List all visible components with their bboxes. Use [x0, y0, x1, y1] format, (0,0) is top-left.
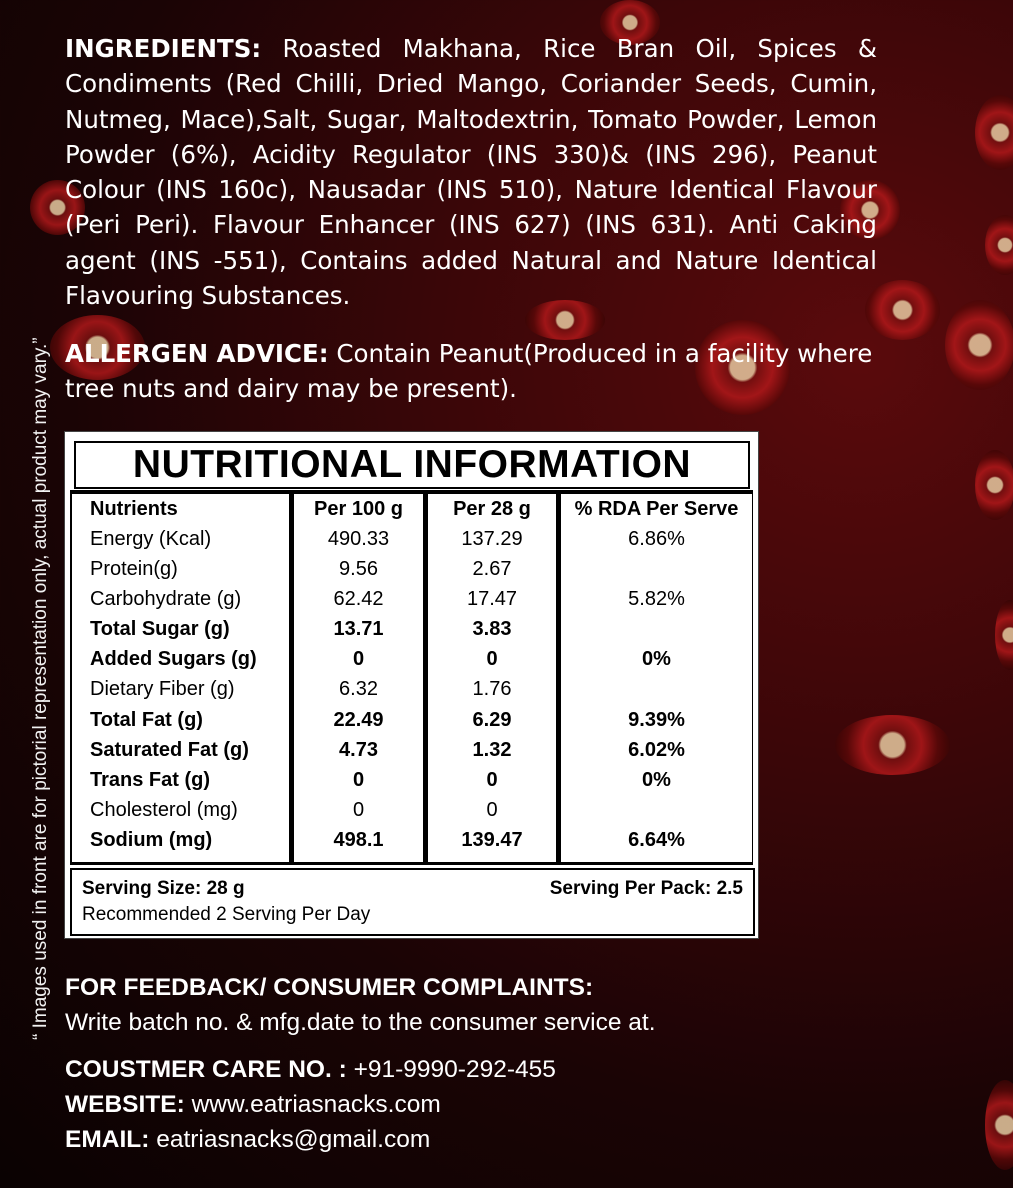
- nutrition-cell-per100: 4.73: [339, 738, 378, 761]
- allergen-text: Contain Peanut(Produced in a facility where tree nuts and dairy may be present).: [65, 339, 873, 404]
- email-link[interactable]: eatriasnacks@gmail.com: [156, 1126, 431, 1153]
- per-100g-column: [294, 494, 423, 862]
- nutrition-cell-name: Dietary Fiber (g): [90, 678, 235, 701]
- allergen-section: [65, 336, 895, 407]
- feedback-label: FOR FEEDBACK/ CONSUMER COMPLAINTS:: [65, 974, 594, 1001]
- ingredients-section: [65, 31, 877, 313]
- nutrition-cell-name: Added Sugars (g): [90, 648, 257, 671]
- chili-slice-decoration: [835, 715, 950, 775]
- email-line: [65, 1122, 556, 1157]
- nutrition-cell-per28: 1.76: [472, 678, 512, 701]
- chili-slice-decoration: [975, 95, 1013, 170]
- nutrition-cell-name: Sodium (mg): [90, 828, 213, 851]
- nutrition-cell-rda: 6.02%: [628, 738, 685, 761]
- nutrition-cell-per100: 498.1: [333, 828, 384, 851]
- chili-slice-decoration: [945, 300, 1013, 390]
- email-label: EMAIL:: [65, 1126, 150, 1153]
- nutrients-column: [72, 494, 289, 862]
- chili-slice-decoration: [985, 1080, 1013, 1170]
- header-per-100g: Per 100 g: [314, 498, 403, 520]
- customer-care-line: [65, 1052, 556, 1087]
- nutrition-cell-rda: 0%: [642, 768, 671, 791]
- nutrition-cell-per28: 0: [486, 648, 498, 671]
- ingredients-label: INGREDIENTS:: [65, 34, 262, 63]
- customer-care-number[interactable]: +91-9990-292-455: [353, 1056, 556, 1083]
- chili-slice-decoration: [975, 450, 1013, 520]
- nutrition-cell-name: Protein(g): [90, 558, 178, 581]
- nutrition-cell-rda: 6.64%: [628, 828, 685, 851]
- nutrition-cell-per100: 13.71: [333, 618, 384, 641]
- serving-size: Serving Size: 28 g: [82, 878, 245, 899]
- nutrition-cell-name: Energy (Kcal): [90, 528, 212, 550]
- nutrition-cell-name: Total Fat (g): [90, 708, 203, 731]
- nutrition-cell-rda: [561, 614, 752, 644]
- nutrition-cell-rda: 6.86%: [628, 528, 685, 550]
- serving-info: [70, 868, 755, 936]
- website-link[interactable]: www.eatriasnacks.com: [191, 1091, 441, 1118]
- nutrition-cell-rda: [561, 554, 752, 584]
- feedback-text: Write batch no. & mfg.date to the consumer service at.: [65, 1009, 656, 1036]
- nutrition-cell-per100: 9.56: [339, 558, 378, 581]
- nutrition-title: NUTRITIONAL INFORMATION: [76, 443, 748, 487]
- nutrition-table: [64, 431, 759, 939]
- nutrition-cell-per100: 0: [352, 648, 365, 671]
- nutrition-cell-per100: 22.49: [333, 708, 384, 731]
- nutrition-cell-per28: 0: [486, 798, 498, 821]
- ingredients-text: Roasted Makhana, Rice Bran Oil, Spices & Condiments (Red Chilli, Dried Mango, Coriander Seeds, Cumin, Nutmeg, Mace),Salt, Sugar, Maltodextrin, Tomato Powder, Lemon Powder (6%), Acidity Regulator (INS 330)& (INS 296), Peanut Colour (INS 160c), Nausadar (INS 510), Nature Identical Flavour (Peri Peri). Flavour Enhancer (INS 627) (INS 631). Anti Caking agent (INS -551), Contains added Natural and Nature Identical Flavouring Substances.: [65, 34, 877, 311]
- nutrition-cell-rda: [561, 795, 752, 825]
- nutrition-cell-per28: 137.29: [461, 528, 523, 550]
- header-per-28g: Per 28 g: [453, 498, 531, 520]
- chili-slice-decoration: [985, 215, 1013, 275]
- nutrition-cell-per100: 0: [352, 798, 365, 821]
- nutrition-cell-per100: 6.32: [339, 678, 378, 701]
- nutrition-cell-per28: 0: [486, 768, 498, 791]
- nutrition-cell-name: Saturated Fat (g): [90, 738, 249, 761]
- allergen-label: ALLERGEN ADVICE:: [65, 339, 329, 368]
- nutrition-grid: [70, 490, 753, 865]
- nutrition-cell-rda: 9.39%: [628, 708, 685, 731]
- nutrition-cell-per28: 139.47: [461, 828, 523, 851]
- disclaimer-note: “ Images used in front are for pictorial representation only, actual product may vary.”: [30, 337, 51, 1040]
- nutrition-cell-per28: 2.67: [472, 558, 512, 581]
- website-label: WEBSITE:: [65, 1091, 185, 1118]
- nutrition-cell-name: Trans Fat (g): [90, 768, 211, 791]
- nutrition-title-frame: [74, 441, 750, 489]
- nutrition-cell-name: Cholesterol (mg): [90, 798, 238, 821]
- nutrition-cell-per28: 17.47: [466, 588, 518, 611]
- feedback-section: [65, 970, 656, 1040]
- nutrition-cell-per100: 0: [352, 768, 365, 791]
- nutrition-cell-per28: 6.29: [472, 708, 512, 731]
- nutrition-cell-rda: [561, 674, 752, 704]
- nutrition-cell-rda: 0%: [642, 648, 671, 671]
- header-rda: % RDA Per Serve: [574, 498, 739, 520]
- chili-slice-decoration: [995, 600, 1013, 670]
- website-line: [65, 1087, 556, 1122]
- nutrition-cell-rda: 5.82%: [628, 588, 685, 611]
- nutrition-cell-per28: 1.32: [472, 738, 512, 761]
- per-28g-column: [428, 494, 556, 862]
- serving-per-pack: Serving Per Pack: 2.5: [549, 878, 743, 899]
- rda-column: [561, 494, 752, 862]
- nutrition-cell-name: Carbohydrate (g): [90, 588, 242, 611]
- header-nutrients: Nutrients: [90, 498, 178, 520]
- recommended-servings: Recommended 2 Serving Per Day: [82, 904, 371, 925]
- customer-care-label: COUSTMER CARE NO. :: [65, 1056, 347, 1083]
- contact-section: [65, 1052, 556, 1157]
- nutrition-cell-per100: 62.42: [333, 588, 384, 611]
- nutrition-cell-name: Total Sugar (g): [90, 618, 230, 641]
- nutrition-cell-per100: 490.33: [327, 528, 390, 550]
- nutrition-cell-per28: 3.83: [472, 618, 512, 641]
